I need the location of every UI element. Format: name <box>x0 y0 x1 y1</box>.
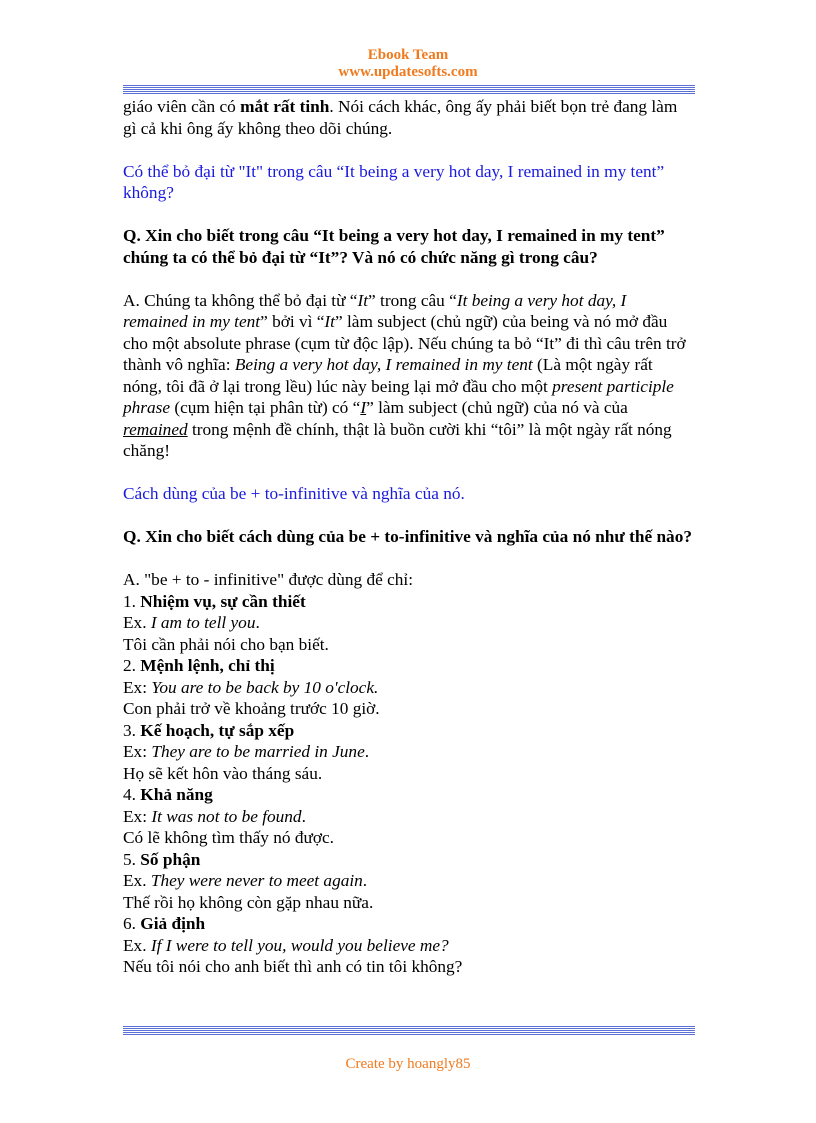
usage-item-3 <box>123 720 695 785</box>
usage-item-5 <box>123 849 695 914</box>
usage-example: Ex: It was not to be found. <box>123 806 306 826</box>
header-team: Ebook Team <box>367 47 449 63</box>
usage-example: Ex. If I were to tell you, would you believe me? <box>123 935 449 955</box>
usage-translation: Tôi cần phải nói cho bạn biết. <box>123 634 329 654</box>
intro-paragraph: giáo viên cần có mắt rất tinh. Nói cách khác, ông ấy phải biết bọn trẻ đang làm gì cả khi ông ấy không theo dõi chúng. <box>123 97 678 138</box>
usage-example: Ex: They are to be married in June. <box>123 742 370 761</box>
answer-2-intro: A. "be + to - infinitive" được dùng để chỉ: <box>123 570 414 589</box>
header-website: www.updatesofts.com <box>338 64 478 80</box>
usage-title: 6. Giả định <box>123 914 206 933</box>
footer-divider <box>123 1026 695 1035</box>
usage-title: 5. Số phận <box>123 849 201 869</box>
usage-title: 1. Nhiệm vụ, sự cần thiết <box>123 591 306 611</box>
usage-item-2 <box>123 655 695 720</box>
question-1: Q. Xin cho biết trong câu “It being a very hot day, I remained in my tent” chúng ta có thể bỏ đại từ “It”? Và nó có chức năng gì trong câu? <box>123 226 665 267</box>
usage-item-1 <box>123 591 695 656</box>
usage-translation: Họ sẽ kết hôn vào tháng sáu. <box>123 763 323 783</box>
usage-example: Ex: You are to be back by 10 o'clock. <box>123 677 379 697</box>
usage-title: 2. Mệnh lệnh, chỉ thị <box>123 656 275 675</box>
intro-bold: mắt rất tinh <box>240 97 330 116</box>
usage-item-4 <box>123 784 695 849</box>
page-header <box>0 47 816 81</box>
page-footer: Create by hoangly85 <box>345 1056 471 1072</box>
usage-translation: Con phải trở về khoảng trước 10 giờ. <box>123 699 380 718</box>
answer-1: A. Chúng ta không thể bỏ đại từ “It” trong câu “It being a very hot day, I remained in my tent” bởi vì “It” làm subject (chủ ngữ) của being và nó mở đầu cho một absolute phrase (cụm từ độc lập). Nếu chúng ta bỏ “It” đi thì câu trên trở thành vô nghĩa: Being a very hot day, I remained in my tent (Là một ngày rất nóng, tôi đã ở lại trong lều) lúc này being lại mở đầu cho một present participle phrase (cụm hiện tại phân từ) có “I” làm subject (chủ ngữ) của nó và của remained trong mệnh đề chính, thật là buồn cười khi “tôi” là một ngày rất nóng chăng! <box>123 290 686 460</box>
usage-item-6 <box>123 913 695 978</box>
document-body <box>123 96 695 978</box>
topic-heading-1: Có thể bỏ đại từ "It" trong câu “It being a very hot day, I remained in my tent” không? <box>123 161 665 202</box>
topic-heading-2: Cách dùng của be + to-infinitive và nghĩa của nó. <box>123 484 465 503</box>
usage-example: Ex. I am to tell you. <box>123 613 260 632</box>
usage-translation: Có lẽ không tìm thấy nó được. <box>123 828 334 847</box>
header-divider <box>123 85 695 94</box>
question-2: Q. Xin cho biết cách dùng của be + to-infinitive và nghĩa của nó như thế nào? <box>123 527 692 546</box>
usage-example: Ex. They were never to meet again. <box>123 871 368 890</box>
usage-title: 3. Kế hoạch, tự sắp xếp <box>123 720 295 740</box>
usage-title: 4. Khả năng <box>123 785 213 804</box>
usage-translation: Nếu tôi nói cho anh biết thì anh có tin tôi không? <box>123 957 463 976</box>
usage-translation: Thế rồi họ không còn gặp nhau nữa. <box>123 892 374 912</box>
